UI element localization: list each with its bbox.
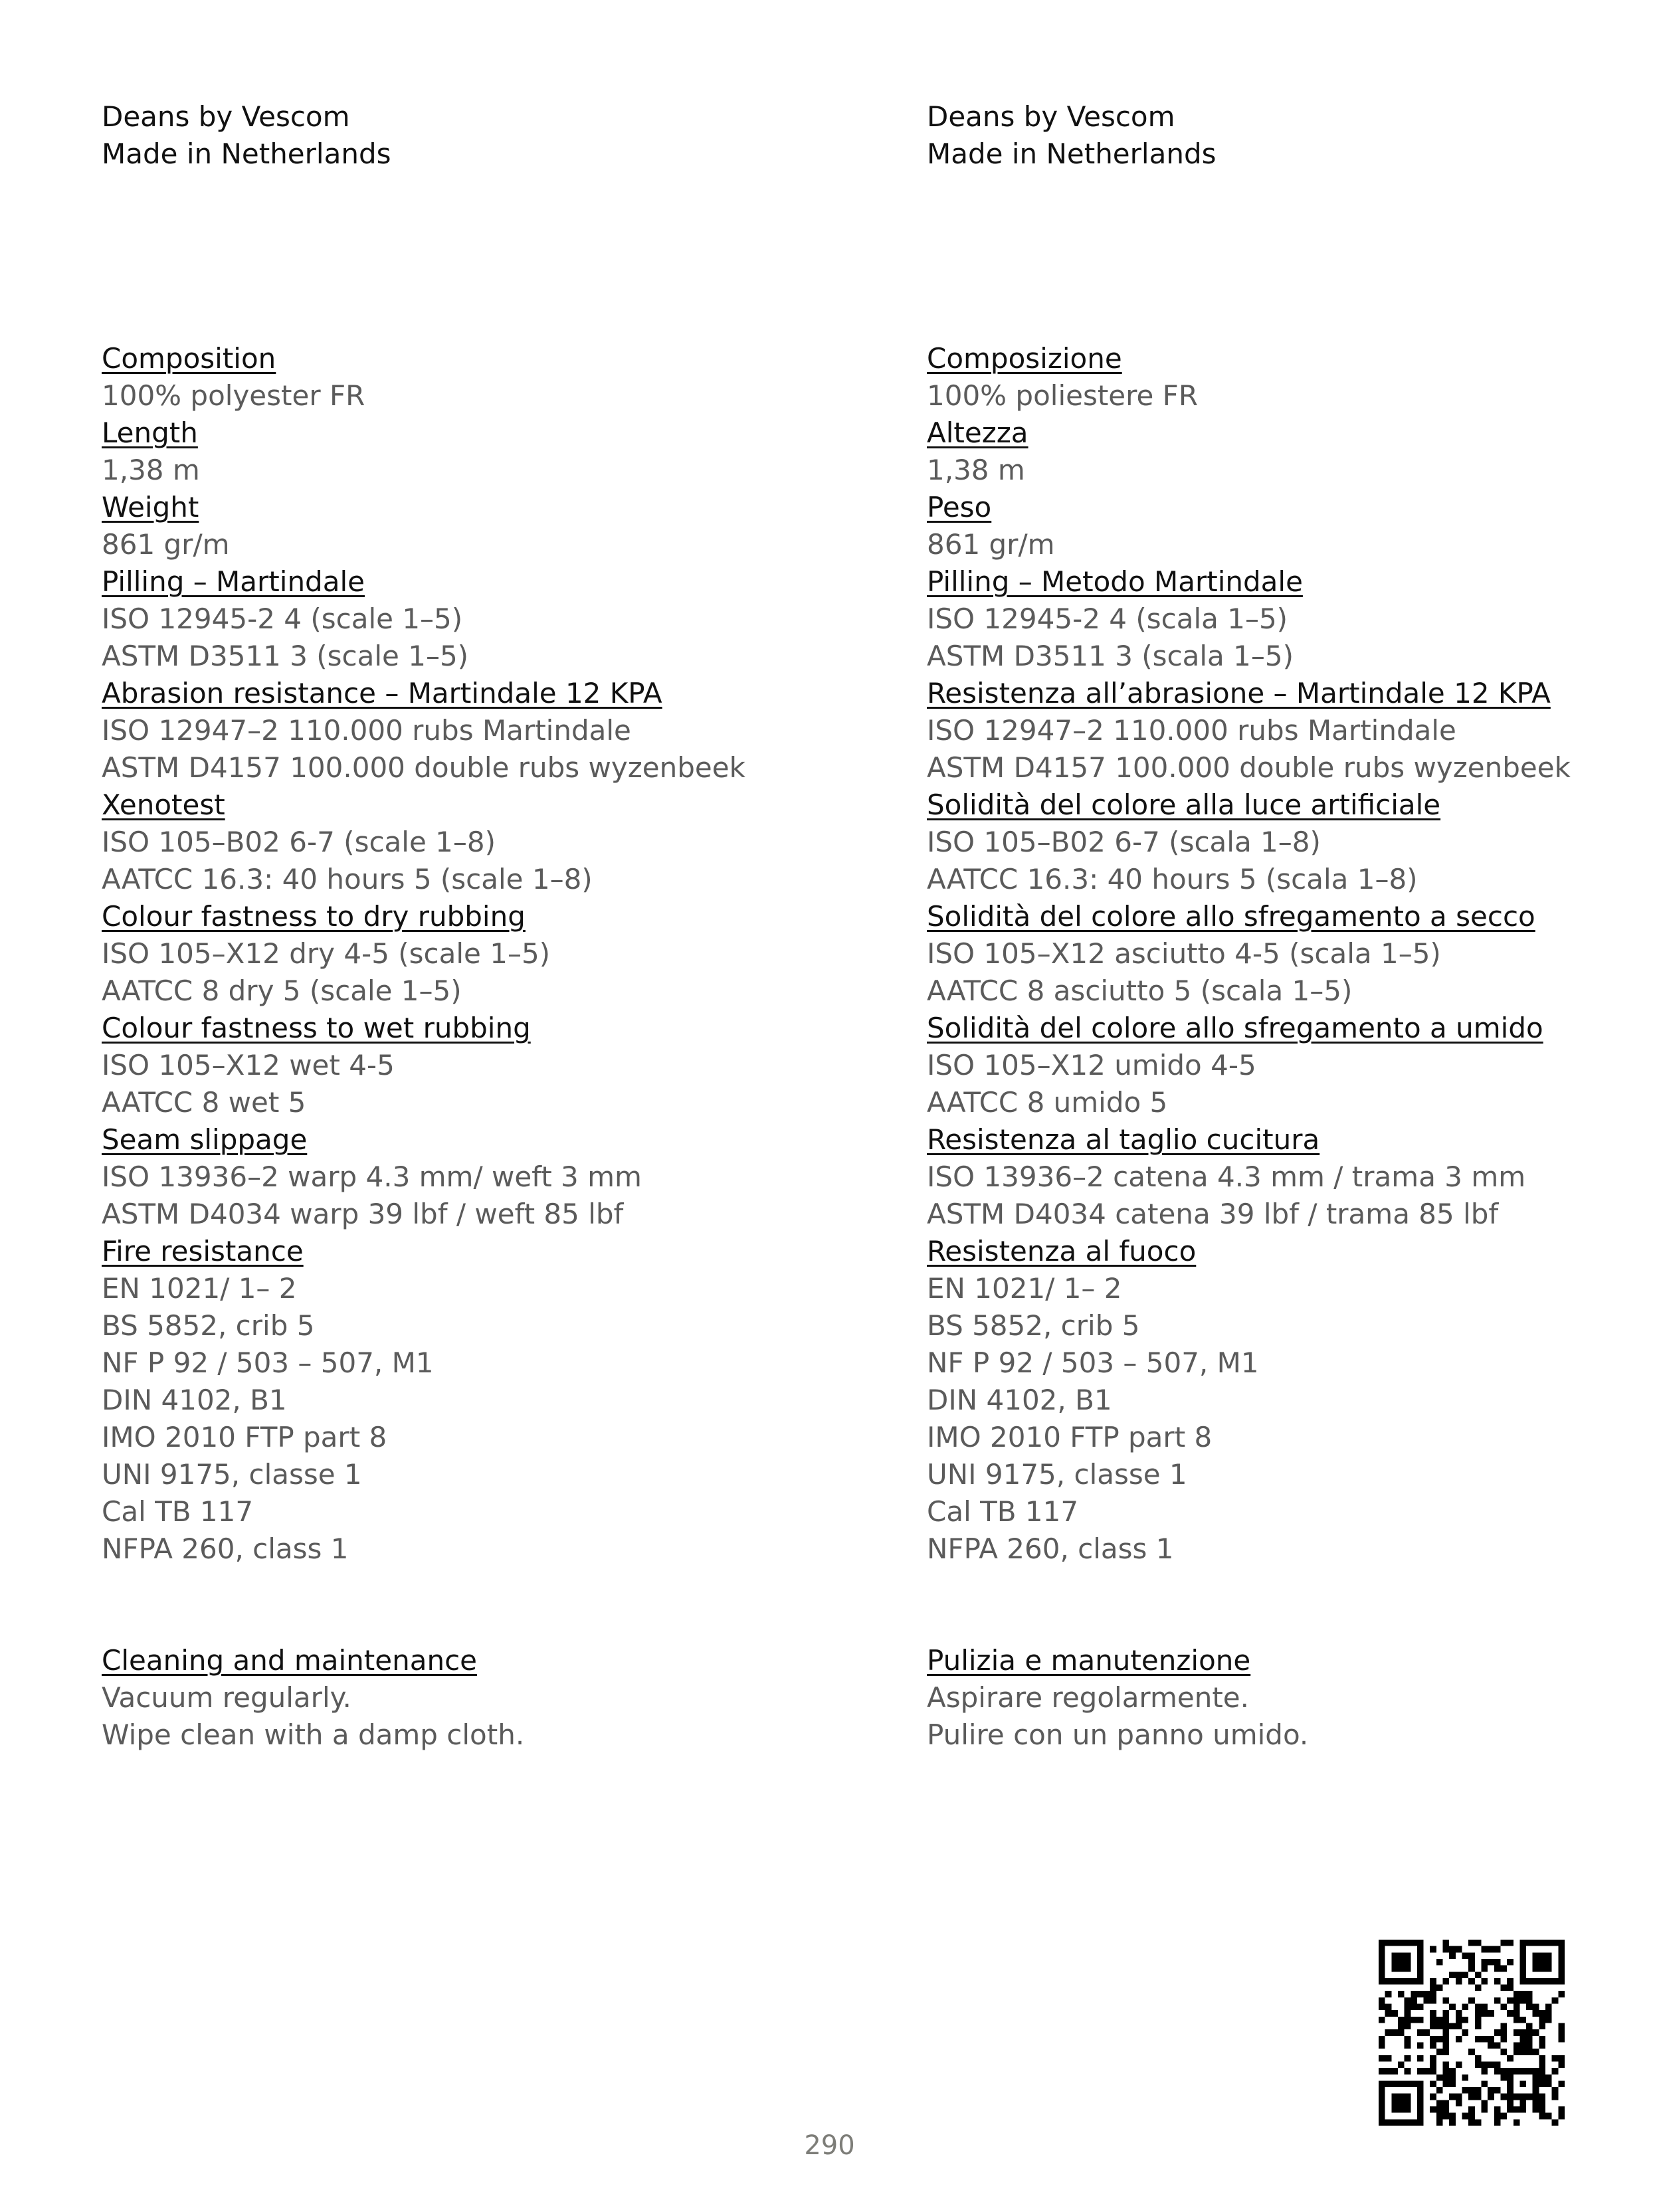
spec-title: Solidità del colore allo sfregamento a umido xyxy=(927,1012,1543,1044)
brand-origin: Made in Netherlands xyxy=(927,138,1217,170)
cleaning-value: Pulire con un panno umido. xyxy=(927,1718,1309,1751)
spec-value: ISO 105–X12 asciutto 4-5 (scala 1–5) xyxy=(927,937,1441,970)
spec-title: Resistenza al fuoco xyxy=(927,1235,1197,1267)
spec-value: ISO 105–B02 6-7 (scale 1–8) xyxy=(102,826,496,858)
spec-value: NF P 92 / 503 – 507, M1 xyxy=(102,1346,434,1379)
spec-value: BS 5852, crib 5 xyxy=(927,1309,1140,1342)
spec-list xyxy=(102,340,886,1568)
column-italian xyxy=(927,98,1659,1754)
spec-title: Altezza xyxy=(927,416,1028,449)
spec-value: DIN 4102, B1 xyxy=(927,1384,1112,1416)
spec-value: 1,38 m xyxy=(102,454,200,486)
spec-title: Composizione xyxy=(927,342,1122,375)
spec-title: Weight xyxy=(102,491,199,523)
cleaning-value: Wipe clean with a damp cloth. xyxy=(102,1718,525,1751)
cleaning-block xyxy=(927,1642,1659,1754)
spec-title: Xenotest xyxy=(102,788,225,821)
spec-value: ISO 12945-2 4 (scala 1–5) xyxy=(927,602,1288,635)
spec-group xyxy=(102,563,886,675)
spec-value: EN 1021/ 1– 2 xyxy=(927,1272,1122,1305)
brand-name: Deans by Vescom xyxy=(927,100,1175,133)
spec-value: EN 1021/ 1– 2 xyxy=(102,1272,297,1305)
spec-group xyxy=(927,340,1659,415)
spec-group xyxy=(927,1233,1659,1568)
spec-title: Seam slippage xyxy=(102,1123,308,1156)
spec-group xyxy=(927,1121,1659,1233)
spec-value: AATCC 8 asciutto 5 (scala 1–5) xyxy=(927,974,1353,1007)
spec-value: 861 gr/m xyxy=(927,528,1055,561)
spec-title: Peso xyxy=(927,491,992,523)
spec-value: AATCC 8 dry 5 (scale 1–5) xyxy=(102,974,462,1007)
spec-group xyxy=(102,786,886,898)
spec-list xyxy=(927,340,1659,1568)
spec-group xyxy=(102,1010,886,1121)
spec-group xyxy=(927,1010,1659,1121)
spec-group xyxy=(102,1121,886,1233)
spec-group xyxy=(927,675,1659,786)
spec-group xyxy=(927,898,1659,1010)
cleaning-value: Vacuum regularly. xyxy=(102,1681,351,1714)
spec-value: Cal TB 117 xyxy=(927,1495,1079,1528)
spec-value: IMO 2010 FTP part 8 xyxy=(102,1421,387,1453)
spec-value: ISO 105–B02 6-7 (scala 1–8) xyxy=(927,826,1321,858)
column-english xyxy=(102,98,886,1754)
cleaning-value: Aspirare regolarmente. xyxy=(927,1681,1249,1714)
page-number: 290 xyxy=(804,2130,855,2161)
spec-value: AATCC 16.3: 40 hours 5 (scala 1–8) xyxy=(927,863,1418,895)
spec-group xyxy=(102,898,886,1010)
spec-title: Pilling – Metodo Martindale xyxy=(927,565,1303,598)
spec-title: Fire resistance xyxy=(102,1235,304,1267)
spec-value: ISO 13936–2 warp 4.3 mm/ weft 3 mm xyxy=(102,1160,642,1193)
spec-title: Composition xyxy=(102,342,276,375)
spec-value: AATCC 8 umido 5 xyxy=(927,1086,1168,1119)
spec-group xyxy=(927,415,1659,489)
spec-value: ISO 105–X12 wet 4-5 xyxy=(102,1049,395,1081)
spec-value: UNI 9175, classe 1 xyxy=(927,1458,1187,1491)
brand-origin: Made in Netherlands xyxy=(102,138,391,170)
spec-value: ISO 12945-2 4 (scale 1–5) xyxy=(102,602,463,635)
qr-code-icon[interactable] xyxy=(1379,1940,1565,2126)
spec-value: ASTM D3511 3 (scale 1–5) xyxy=(102,640,469,672)
cleaning-title: Pulizia e manutenzione xyxy=(927,1644,1251,1677)
spec-title: Resistenza al taglio cucitura xyxy=(927,1123,1320,1156)
spec-value: ISO 12947–2 110.000 rubs Martindale xyxy=(102,714,631,747)
spec-value: ASTM D4034 warp 39 lbf / weft 85 lbf xyxy=(102,1198,624,1230)
spec-value: 1,38 m xyxy=(927,454,1025,486)
spec-value: NFPA 260, class 1 xyxy=(927,1532,1174,1565)
brand-name: Deans by Vescom xyxy=(102,100,350,133)
spec-value: ASTM D4157 100.000 double rubs wyzenbeek xyxy=(927,751,1571,784)
spec-value: ISO 13936–2 catena 4.3 mm / trama 3 mm xyxy=(927,1160,1526,1193)
spec-group xyxy=(102,415,886,489)
cleaning-title: Cleaning and maintenance xyxy=(102,1644,478,1677)
spec-value: ASTM D3511 3 (scala 1–5) xyxy=(927,640,1294,672)
brand-block xyxy=(927,98,1659,173)
spec-group xyxy=(927,489,1659,563)
spec-title: Resistenza all’abrasione – Martindale 12 KPA xyxy=(927,677,1551,709)
spec-title: Abrasion resistance – Martindale 12 KPA xyxy=(102,677,662,709)
spec-value: ISO 105–X12 dry 4-5 (scale 1–5) xyxy=(102,937,551,970)
spec-title: Solidità del colore allo sfregamento a secco xyxy=(927,900,1535,933)
spec-title: Solidità del colore alla luce artificiale xyxy=(927,788,1441,821)
spec-title: Colour fastness to dry rubbing xyxy=(102,900,526,933)
spec-value: 861 gr/m xyxy=(102,528,230,561)
spec-value: AATCC 16.3: 40 hours 5 (scale 1–8) xyxy=(102,863,593,895)
cleaning-block xyxy=(102,1642,886,1754)
spec-title: Length xyxy=(102,416,198,449)
spec-group xyxy=(102,1233,886,1568)
spec-value: ASTM D4034 catena 39 lbf / trama 85 lbf xyxy=(927,1198,1499,1230)
spec-value: ASTM D4157 100.000 double rubs wyzenbeek xyxy=(102,751,745,784)
spec-value: 100% poliestere FR xyxy=(927,379,1199,412)
spec-value: IMO 2010 FTP part 8 xyxy=(927,1421,1213,1453)
spec-value: BS 5852, crib 5 xyxy=(102,1309,315,1342)
spec-group xyxy=(927,563,1659,675)
spec-title: Pilling – Martindale xyxy=(102,565,365,598)
spec-value: DIN 4102, B1 xyxy=(102,1384,287,1416)
spec-value: UNI 9175, classe 1 xyxy=(102,1458,362,1491)
spec-value: Cal TB 117 xyxy=(102,1495,254,1528)
spec-value: NFPA 260, class 1 xyxy=(102,1532,349,1565)
spec-group xyxy=(102,340,886,415)
spec-group xyxy=(102,489,886,563)
spec-value: AATCC 8 wet 5 xyxy=(102,1086,306,1119)
spec-value: ISO 105–X12 umido 4-5 xyxy=(927,1049,1256,1081)
spec-title: Colour fastness to wet rubbing xyxy=(102,1012,531,1044)
spec-value: NF P 92 / 503 – 507, M1 xyxy=(927,1346,1259,1379)
spec-group xyxy=(102,675,886,786)
spec-value: 100% polyester FR xyxy=(102,379,365,412)
spec-group xyxy=(927,786,1659,898)
spec-value: ISO 12947–2 110.000 rubs Martindale xyxy=(927,714,1456,747)
brand-block xyxy=(102,98,886,173)
